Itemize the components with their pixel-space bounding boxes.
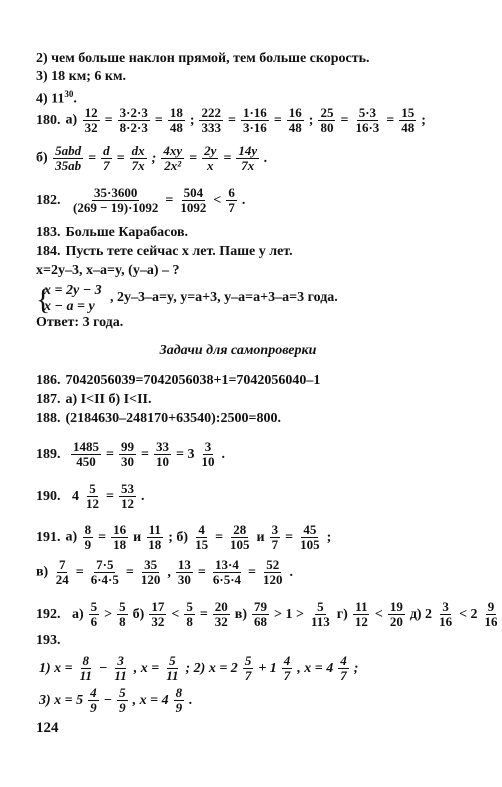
numerator: 7·5: [96, 557, 114, 572]
math-operator: =: [140, 446, 149, 462]
numerator: 222: [201, 105, 221, 120]
math-operator: =: [106, 488, 114, 504]
numerator: 9: [487, 599, 495, 614]
system-brace: {: [36, 283, 51, 316]
math-operator: , x = 4: [132, 692, 169, 708]
math-operator: в): [234, 606, 248, 622]
math-operator: г): [336, 606, 348, 622]
numerator: 79: [254, 599, 268, 614]
denominator: 7: [228, 200, 235, 215]
numerator: dx: [131, 143, 145, 158]
numerator: 4: [283, 653, 291, 668]
fraction: [353, 106, 381, 135]
math-operator: ; б): [168, 529, 189, 545]
math-operator: =: [223, 150, 232, 166]
fraction: [139, 558, 163, 587]
numerator: 16: [113, 522, 127, 537]
numerator: 3: [271, 522, 279, 537]
numerator: 19: [389, 599, 403, 614]
equation-system: x = 2y − 3 x − a = y: [44, 283, 102, 314]
math-operator: .: [241, 192, 246, 208]
denominator: 2x²: [164, 158, 182, 173]
fraction: [89, 558, 121, 587]
numerator: 18: [169, 105, 183, 120]
fraction: [112, 654, 128, 683]
denominator: 333: [201, 120, 221, 135]
fraction: [164, 654, 180, 683]
denominator: 450: [76, 454, 96, 469]
math-operator: и: [256, 529, 265, 545]
math-operator: = 3: [175, 446, 195, 462]
denominator: 7: [103, 158, 110, 173]
math-operator: =: [106, 446, 114, 462]
problem-191v: в) $\frac{7}{24}$ = $\frac{7\cdot 5}{6\cdot 4\cdot 5}$ = $\frac{35}{120}$ , $\frac{13}{30}$ = $\frac{13\cdot 4}{6\cdot 5\cdot 4}$ = $\frac{52}{120}$ .: [36, 557, 294, 587]
numerator: 53: [120, 481, 134, 496]
math-operator: −: [98, 660, 108, 676]
fraction: [399, 106, 416, 135]
fraction: [388, 600, 405, 629]
math-operator: ; 2) x = 2: [185, 660, 238, 676]
fraction: [184, 600, 195, 629]
math-operator: =: [386, 112, 395, 128]
denominator: 12: [354, 614, 368, 629]
math-operator: .: [264, 150, 268, 166]
math-operator: <: [171, 606, 180, 622]
problem-192: 192. а) $\frac{5}{6}$ > $\frac{5}{8}$ б) $\frac{17}{32}$ < $\frac{5}{8}$ = $\frac{20}{32}$ в) $\frac{79}{68}$ > 1 > $\frac{5}{113}$ г) $\frac{11}{12}$ < $\frac{19}{20}$ д) 2 $\frac{3}{16}$ < 2 $\frac{9}{16}$: [36, 599, 498, 629]
fraction: [193, 523, 210, 552]
fraction: [298, 523, 322, 552]
fraction: [241, 106, 269, 135]
math-operator: =: [104, 112, 113, 128]
fraction: [353, 600, 370, 629]
fraction: [261, 558, 285, 587]
math-operator: д) 2: [409, 606, 433, 622]
denominator: 7: [340, 668, 347, 683]
math-operator: и: [133, 529, 142, 545]
text-line: 4) $11^{30}$.: [36, 89, 77, 107]
text-line: 3) 18 км; 6 км.: [36, 69, 127, 84]
denominator: 10: [201, 454, 215, 469]
math-operator: =: [248, 564, 257, 580]
math-operator: =: [75, 564, 84, 580]
fraction: [161, 144, 184, 173]
math-operator: =: [154, 112, 163, 128]
math-operator: б): [132, 606, 145, 622]
denominator: 6·5·4: [212, 572, 242, 587]
numerator: 504: [183, 185, 204, 200]
numerator: 5: [186, 599, 193, 614]
numerator: 5: [119, 685, 126, 700]
numerator: 20: [214, 599, 228, 614]
numerator: 14y: [238, 143, 258, 158]
denominator: 32: [151, 614, 165, 629]
math-operator: ;: [189, 112, 195, 128]
numerator: 5: [90, 599, 98, 614]
denominator: 18: [148, 537, 162, 552]
fraction: [287, 106, 304, 135]
denominator: 16: [484, 614, 498, 629]
denominator: 9: [119, 700, 126, 715]
problem-186: 186. 7042056039=7042056038+1=7042056040–1: [36, 373, 321, 388]
math-operator: <: [374, 606, 383, 622]
denominator: 48: [169, 120, 183, 135]
denominator: 120: [263, 572, 283, 587]
numerator: 4: [198, 522, 205, 537]
math-operator: ,: [167, 564, 171, 580]
denominator: 30: [120, 454, 134, 469]
fraction: [78, 654, 94, 683]
denominator: 16: [439, 614, 453, 629]
denominator: 113: [311, 614, 330, 629]
math-operator: =: [98, 529, 107, 545]
denominator: 9: [175, 700, 183, 715]
denominator: 20: [389, 614, 403, 629]
math-operator: =: [273, 112, 282, 128]
section-heading: Задачи для самопроверки: [159, 343, 317, 358]
fraction: [211, 558, 243, 587]
fraction: [117, 600, 128, 629]
math-operator: =: [116, 150, 125, 166]
fraction: [226, 186, 237, 215]
denominator: 9: [84, 537, 92, 552]
fraction: [178, 186, 208, 215]
math-operator: ;: [353, 660, 359, 676]
numerator: 5abd: [55, 143, 82, 158]
numerator: 4: [90, 685, 97, 700]
fraction: [243, 654, 254, 683]
math-operator: < 2: [459, 606, 478, 622]
numerator: 2y: [204, 143, 217, 158]
denominator: 1092: [180, 200, 207, 215]
numerator: 5: [317, 599, 324, 614]
math-operator: =: [227, 112, 236, 128]
numerator: 13: [177, 557, 191, 572]
fraction: [437, 600, 454, 629]
math-operator: .: [140, 488, 145, 504]
denominator: 9: [90, 700, 97, 715]
numerator: 5: [169, 653, 176, 668]
fraction: [146, 523, 163, 552]
numerator: 52: [266, 557, 280, 572]
denominator: 7x: [131, 158, 145, 173]
fraction: [119, 482, 136, 511]
fraction: [149, 600, 166, 629]
denominator: 3·16: [242, 120, 267, 135]
numerator: 5: [244, 653, 252, 668]
math-operator: , x =: [133, 660, 160, 676]
fraction: [117, 686, 128, 715]
numerator: 7: [58, 557, 66, 572]
denominator: 68: [254, 614, 268, 629]
math-operator: =: [199, 606, 208, 622]
math-operator: =: [88, 150, 97, 166]
fraction: [483, 600, 500, 629]
numerator: 12: [84, 105, 98, 120]
denominator: 105: [230, 537, 250, 552]
math-operator: >: [104, 606, 113, 622]
fraction: [318, 106, 335, 135]
math-operator: а): [72, 606, 84, 622]
fraction: [83, 523, 94, 552]
problem-184-solution: , 2y–3–a=y, y=a+3, y–a=a+3–a=3 года.: [110, 290, 338, 305]
denominator: 18: [113, 537, 127, 552]
problem-190: 190. 4 $\frac{5}{12}$ = $\frac{53}{12}$ .: [36, 481, 145, 511]
denominator: 7: [283, 668, 291, 683]
math-operator: =: [125, 564, 134, 580]
problem-193-line1: [36, 654, 361, 683]
numerator: 3·2·3: [119, 105, 148, 120]
denominator: 7: [271, 537, 279, 552]
math-operator: −: [103, 692, 113, 708]
problem-187: 187. а) I<II б) I<II.: [36, 392, 152, 407]
denominator: 6·4·5: [90, 572, 119, 587]
denominator: 16·3: [355, 120, 380, 135]
fraction: [213, 600, 230, 629]
problem-191a: 191. а) $\frac{8}{9}$ = $\frac{16}{18}$ и $\frac{11}{18}$ ; б) $\frac{4}{15}$ = $\frac{28}{105}$ и $\frac{3}{7}$ = $\frac{45}{105}$ ;: [36, 522, 332, 552]
fraction: [119, 440, 136, 469]
fraction: [118, 106, 150, 135]
denominator: 10: [155, 454, 169, 469]
fraction: [89, 600, 100, 629]
denominator: x: [206, 158, 214, 173]
numerator: 99: [120, 439, 134, 454]
fraction: [174, 686, 185, 715]
math-operator: , x = 4: [297, 660, 334, 676]
math-operator: 4: [72, 488, 79, 504]
numerator: d: [103, 143, 110, 158]
numerator: 3: [442, 599, 449, 614]
denominator: 24: [55, 572, 69, 587]
numerator: 15: [401, 105, 415, 120]
problem-184-answer: Ответ: 3 года.: [36, 315, 124, 330]
problem-189: 189. $\frac{1485}{450}$ = $\frac{99}{30}$ = $\frac{33}{10}$ = 3 $\frac{3}{10}$ .: [36, 439, 225, 469]
denominator: 80: [320, 120, 334, 135]
numerator: 11: [148, 522, 161, 537]
math-operator: .: [221, 446, 225, 462]
problem-180b: б) $\frac{\text{5abd}}{35ab}$ = $\frac{d}{7}$ = $\frac{dx}{7x}$ ; $\frac{4xy}{\text{2x²}}$ = $\frac{2y}{x}$ = $\frac{14y}{7x}$ .: [36, 143, 268, 173]
numerator: 3: [204, 439, 212, 454]
problem-180a: 180. а) $\frac{12}{32}$ = $\frac{3\cdot 2\cdot 3}{8\cdot 2\cdot 3}$ = $\frac{18}{48}$ ; $\frac{222}{333}$ = $\frac{1\cdot 16}{3\cdot 16}$ = $\frac{16}{48}$ ; $\frac{25}{80}$ = $\frac{5\cdot 3}{16\cdot 3}$ = $\frac{15}{48}$ ;: [36, 105, 426, 135]
text-line: 2) чем больше наклон прямой, тем больше скорость.: [36, 51, 370, 66]
denominator: 120: [140, 572, 161, 587]
fraction: [270, 523, 281, 552]
numerator: 28: [233, 522, 247, 537]
denominator: 35ab: [55, 158, 82, 173]
numerator: 6: [228, 185, 235, 200]
fraction: [71, 440, 101, 469]
numerator: 25: [320, 105, 334, 120]
math-operator: =: [197, 564, 206, 580]
fraction: [71, 186, 160, 215]
fraction: [199, 106, 223, 135]
numerator: 5·3: [358, 105, 377, 120]
fraction: [111, 523, 128, 552]
problem-184-line: x=2y–3, x–a=y, (y–a) – ?: [36, 263, 180, 278]
numerator: 5: [119, 599, 126, 614]
numerator: 11: [355, 599, 368, 614]
math-operator: ;: [326, 529, 332, 545]
denominator: 30: [177, 572, 191, 587]
fraction: [83, 106, 100, 135]
numerator: 5: [89, 481, 96, 496]
denominator: 12: [120, 496, 134, 511]
fraction: [130, 144, 147, 173]
denominator: 48: [288, 120, 302, 135]
fraction: [236, 144, 259, 173]
denominator: 105: [300, 537, 320, 552]
fraction: [199, 440, 216, 469]
denominator: 8: [186, 614, 193, 629]
math-operator: .: [189, 692, 193, 708]
problem-182: 182. $\frac{35\cdot 3600}{(269 - 19)\cdot 1092}$ = $\frac{504}{1092}$ < $\frac{6}{7}$ .: [36, 185, 246, 215]
math-operator: + 1: [258, 660, 277, 676]
numerator: 45: [303, 522, 317, 537]
numerator: 35: [144, 557, 158, 572]
numerator: 4xy: [163, 143, 183, 158]
math-operator: 1) x =: [39, 660, 73, 676]
math-operator: <: [213, 192, 222, 208]
denominator: 32: [84, 120, 98, 135]
denominator: 15: [195, 537, 209, 552]
denominator: 11: [79, 668, 92, 683]
fraction: [228, 523, 252, 552]
denominator: 12: [86, 496, 99, 511]
problem-193-line2: [36, 686, 196, 715]
math-operator: =: [165, 192, 174, 208]
numerator: 8: [175, 685, 183, 700]
numerator: 8: [82, 653, 90, 668]
numerator: 8: [84, 522, 92, 537]
denominator: 6: [90, 614, 98, 629]
problem-184: 184. Пусть тете сейчас x лет. Паше y лет.: [36, 244, 293, 259]
denominator: 32: [214, 614, 228, 629]
numerator: 33: [155, 439, 169, 454]
math-operator: ;: [308, 112, 314, 128]
numerator: 1485: [73, 439, 99, 454]
math-operator: ;: [151, 150, 157, 166]
math-operator: =: [189, 150, 198, 166]
numerator: 13·4: [215, 557, 239, 572]
math-operator: 3) x = 5: [39, 692, 84, 708]
fraction: [338, 654, 349, 683]
denominator: 11: [166, 668, 179, 683]
fraction: [88, 686, 99, 715]
denominator: (269 − 19)·1092: [73, 200, 159, 215]
fraction: [101, 144, 112, 173]
numerator: 16: [288, 105, 302, 120]
denominator: 7: [244, 668, 252, 683]
problem-193: 193.: [36, 633, 61, 648]
denominator: 48: [401, 120, 415, 135]
problem-183: 183. Больше Карабасов.: [36, 225, 189, 240]
numerator: 17: [151, 599, 165, 614]
page-number: 124: [36, 720, 59, 736]
math-operator: > 1 >: [274, 606, 304, 622]
denominator: 8: [119, 614, 126, 629]
denominator: 7x: [241, 158, 255, 173]
denominator: 8·2·3: [119, 120, 148, 135]
math-operator: =: [215, 529, 224, 545]
fraction: [176, 558, 193, 587]
problem-188: 188. (2184630–248170+63540):2500=800.: [36, 411, 281, 426]
fraction: [168, 106, 185, 135]
fraction: [309, 600, 332, 629]
fraction: [84, 482, 101, 511]
fraction: [53, 144, 83, 173]
math-operator: =: [285, 529, 294, 545]
math-operator: ;: [421, 112, 426, 128]
fraction: [282, 654, 293, 683]
math-operator: =: [340, 112, 349, 128]
numerator: 3: [117, 653, 124, 668]
denominator: 11: [114, 668, 127, 683]
fraction: [252, 600, 269, 629]
math-operator: .: [289, 564, 294, 580]
fraction: [54, 558, 71, 587]
numerator: 1·16: [242, 105, 267, 120]
fraction: [202, 144, 218, 173]
numerator: 4: [340, 653, 347, 668]
fraction: [154, 440, 171, 469]
numerator: 35·3600: [94, 185, 138, 200]
